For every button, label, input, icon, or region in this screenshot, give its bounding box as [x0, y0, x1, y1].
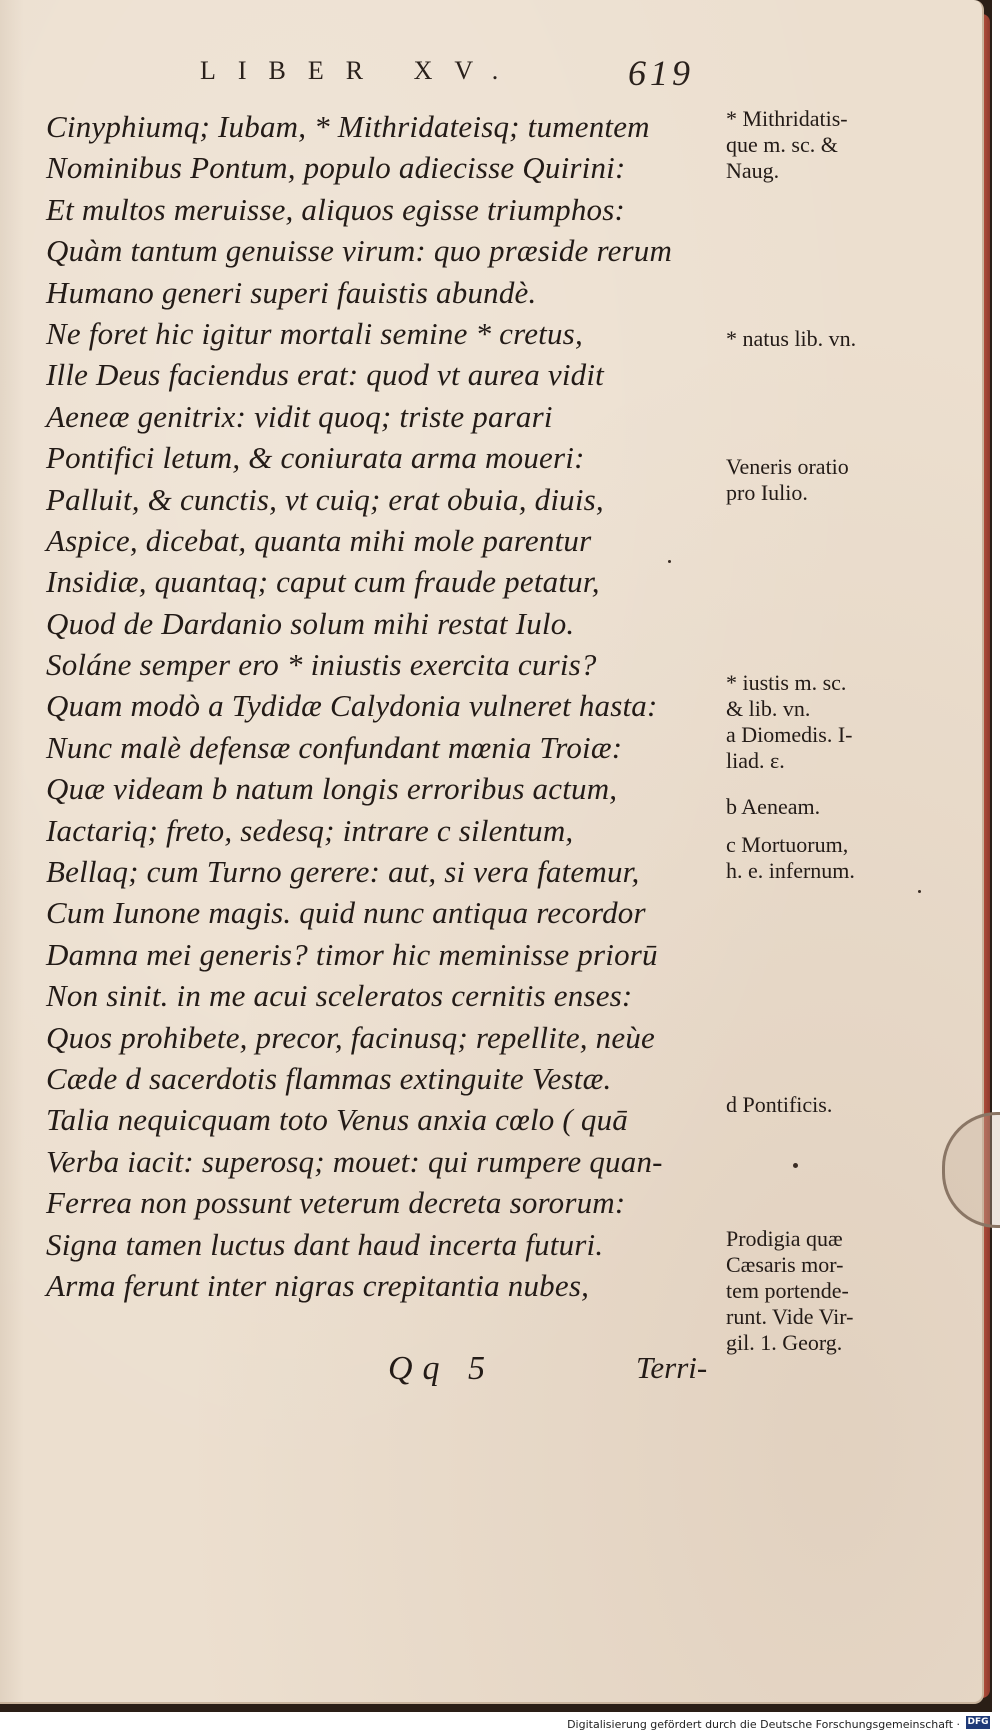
marginal-note: b Aeneam.: [726, 794, 821, 819]
marginal-note: * natus lib. vn.: [726, 326, 857, 351]
verse-line: Iactariq; freto, sedesq; intrare c silentum,: [46, 812, 574, 848]
verse-line: Verba iacit: superosq; mouet: qui rumpere quan-: [46, 1143, 663, 1179]
verse-line: Nunc malè defensæ confundant mœnia Troiæ:: [46, 729, 623, 765]
verse-line: Palluit, & cunctis, vt cuiq; erat obuia, diuis,: [46, 481, 604, 517]
verse-line: Quod de Dardanio solum mihi restat Iulo.: [46, 605, 575, 641]
ink-speck: [793, 1163, 798, 1168]
marginal-note: c Mortuorum, h. e. infernum.: [726, 832, 855, 883]
marginal-note: a Diomedis. I- liad. ε.: [726, 722, 853, 773]
verse-line: Nominibus Pontum, populo adiecisse Quirini:: [46, 150, 626, 186]
verse-line: Quam modò a Tydidæ Calydonia vulneret hasta:: [46, 688, 658, 724]
marginal-note: * iustis m. sc. & lib. vn.: [726, 670, 847, 721]
page-number: 619: [628, 53, 694, 93]
verse-line: Non sinit. in me acui sceleratos cernitis enses:: [46, 978, 633, 1014]
verse-line: Et multos meruisse, aliquos egisse triumphos:: [46, 191, 626, 227]
verse-line: Damna mei generis? timor hic meminisse priorū: [46, 936, 658, 972]
dfg-logo: DFG: [967, 1717, 989, 1727]
running-head: LIBER XV.: [200, 56, 521, 85]
verse-line: Cæde d sacerdotis flammas extinguite Vestæ.: [46, 1060, 612, 1096]
verse-text: [46, 106, 716, 1306]
verse-line: Aspice, dicebat, quanta mihi mole parentur: [46, 522, 592, 558]
verse-line: Ille Deus faciendus erat: quod vt aurea vidit: [46, 357, 604, 393]
verse-line: Ne foret hic igitur mortali semine * cretus,: [46, 315, 583, 351]
verse-line: Talia nequicquam toto Venus anxia cœlo ( quā: [46, 1102, 628, 1138]
verse-line: Humano generi superi fauistis abundè.: [46, 274, 537, 310]
verse-line: Soláne semper ero * iniustis exercita curis?: [46, 647, 597, 683]
verse-line: Cinyphiumq; Iubam, * Mithridateisq; tumentem: [46, 109, 650, 144]
signature-mark: Qq 5: [388, 1350, 496, 1387]
catchword: Terri-: [636, 1350, 708, 1385]
verse-line: Quos prohibete, precor, facinusq; repellite, neùe: [46, 1019, 656, 1055]
verse-line: Signa tamen luctus dant haud incerta futuri.: [46, 1226, 604, 1262]
verse-line: Insidiæ, quantaq; caput cum fraude petatur,: [46, 564, 600, 600]
verse-line: Quæ videam b natum longis erroribus actum,: [46, 771, 618, 807]
digitization-credit: Digitalisierung gefördert durch die Deutsche Forschungsgemeinschaft ·: [567, 1718, 960, 1731]
verse-line: Ferrea non possunt veterum decreta sororum:: [46, 1185, 626, 1221]
ink-speck: [918, 890, 921, 893]
ink-speck: [668, 560, 671, 563]
verse-line: Pontifici letum, & coniurata arma moueri:: [46, 440, 585, 476]
marginal-note: d Pontificis.: [726, 1092, 833, 1117]
verse-line: Bellaq; cum Turno gerere: aut, si vera fatemur,: [46, 854, 640, 890]
verse-line: Cum Iunone magis. quid nunc antiqua recordor: [46, 895, 646, 931]
verse-line: Aeneæ genitrix: vidit quoq; triste parari: [46, 398, 553, 434]
marginal-note: Prodigia quæ Cæsaris mor- tem portende- runt. Vide Vir- gil. 1. Georg.: [726, 1226, 854, 1355]
marginal-note: Veneris oratio pro Iulio.: [726, 454, 849, 505]
verse-line: Arma ferunt inter nigras crepitantia nubes,: [46, 1267, 590, 1303]
marginal-note: * Mithridatis- que m. sc. & Naug.: [726, 106, 848, 183]
verse-line: Quàm tantum genuisse virum: quo præside rerum: [46, 233, 673, 269]
